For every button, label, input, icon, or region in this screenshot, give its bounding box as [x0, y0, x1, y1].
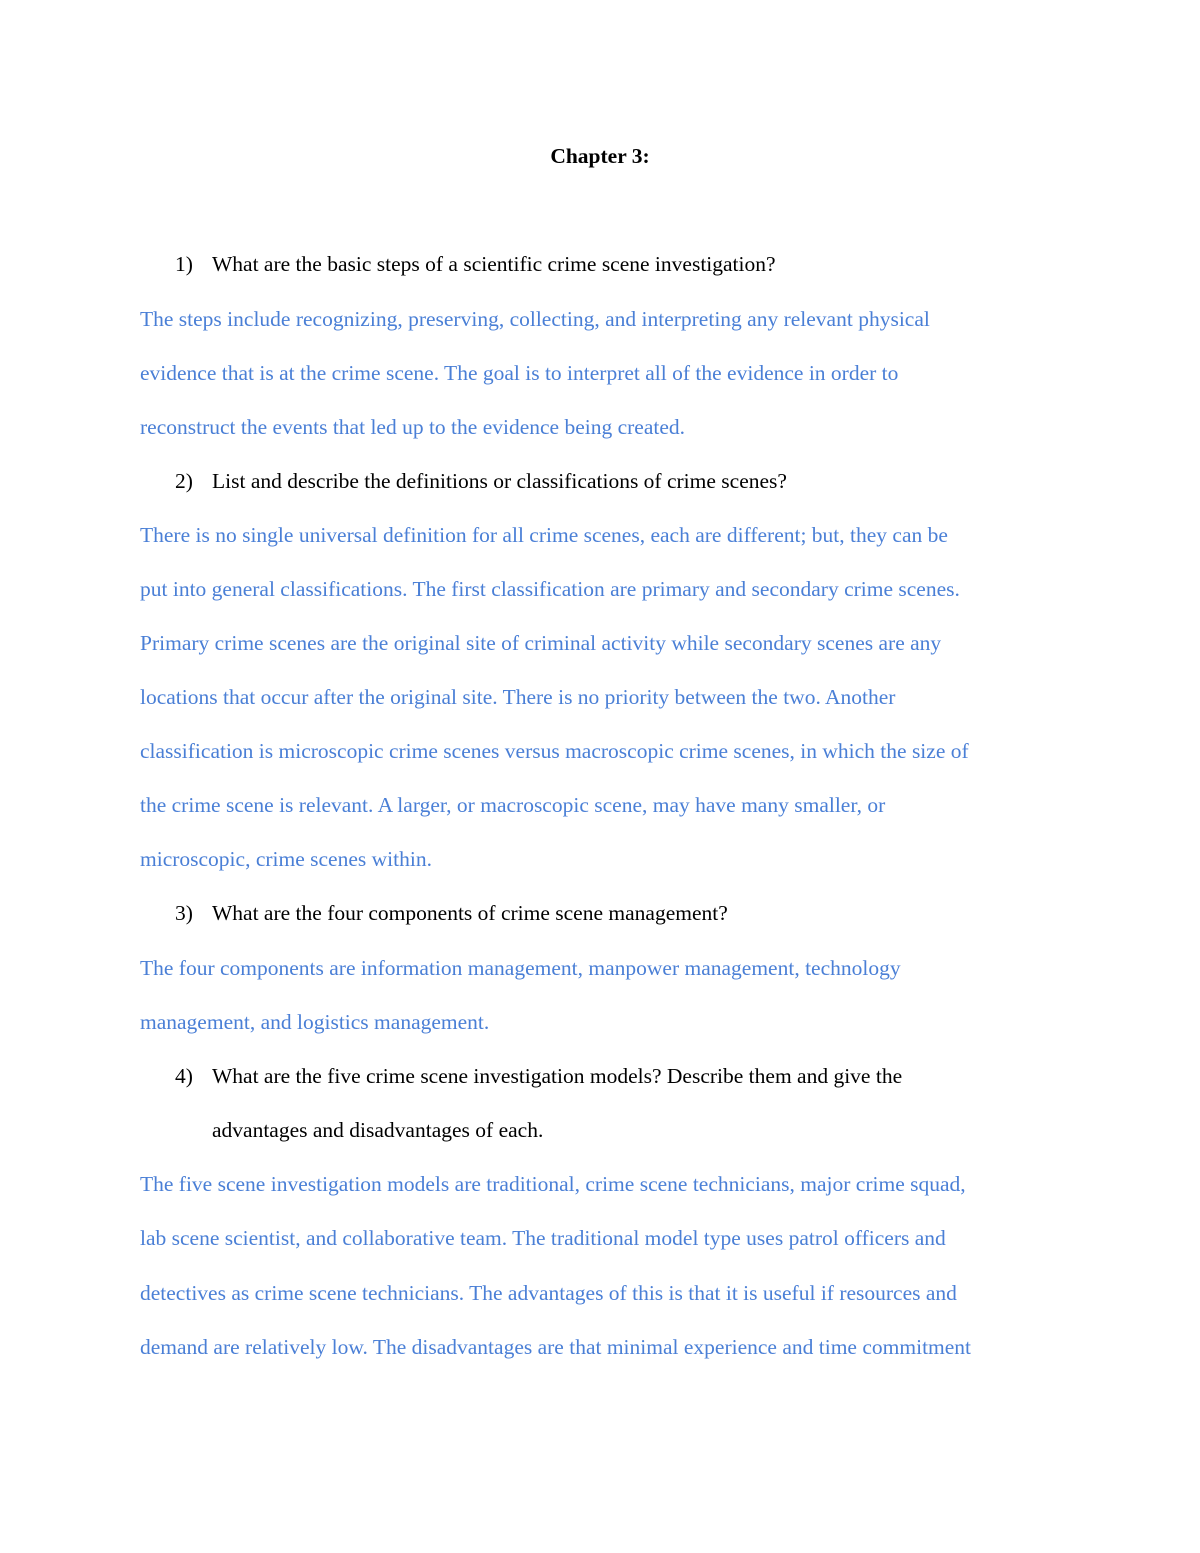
question-text: What are the five crime scene investigation models? Describe them and give the: [212, 1064, 903, 1088]
answer-line: The four components are information management, manpower management, technology: [140, 956, 901, 980]
question-number: 3): [175, 901, 193, 925]
question-number: 2): [175, 469, 193, 493]
answer-line: detectives as crime scene technicians. The advantages of this is that it is useful if resources and: [140, 1281, 957, 1305]
answer-line: The steps include recognizing, preserving, collecting, and interpreting any relevant physical: [140, 307, 930, 331]
answer-line: the crime scene is relevant. A larger, or macroscopic scene, may have many smaller, or: [140, 793, 886, 817]
answer-line: put into general classifications. The first classification are primary and secondary crime scenes.: [140, 577, 960, 601]
answer-line: locations that occur after the original site. There is no priority between the two. Another: [140, 685, 896, 709]
answer-line: evidence that is at the crime scene. The goal is to interpret all of the evidence in order to: [140, 361, 899, 385]
answer-line: management, and logistics management.: [140, 1010, 490, 1034]
answer-line: There is no single universal definition for all crime scenes, each are different; but, they can be: [140, 523, 948, 547]
answer-line: microscopic, crime scenes within.: [140, 847, 432, 871]
question-text: What are the four components of crime scene management?: [212, 901, 728, 925]
answer-line: classification is microscopic crime scenes versus macroscopic crime scenes, in which the size of: [140, 739, 969, 763]
answer-line: demand are relatively low. The disadvantages are that minimal experience and time commitment: [140, 1335, 972, 1359]
question-text: advantages and disadvantages of each.: [212, 1118, 544, 1142]
answer-line: lab scene scientist, and collaborative team. The traditional model type uses patrol officers and: [140, 1226, 946, 1250]
page-title: Chapter 3:: [550, 144, 650, 168]
question-number: 1): [175, 252, 193, 276]
question-number: 4): [175, 1064, 193, 1088]
answer-line: reconstruct the events that led up to the evidence being created.: [140, 415, 686, 439]
question-text: List and describe the definitions or classifications of crime scenes?: [212, 469, 787, 493]
answer-line: The five scene investigation models are traditional, crime scene technicians, major crime squad,: [140, 1172, 966, 1196]
question-text: What are the basic steps of a scientific crime scene investigation?: [212, 252, 776, 276]
answer-line: Primary crime scenes are the original site of criminal activity while secondary scenes are any: [140, 631, 942, 655]
